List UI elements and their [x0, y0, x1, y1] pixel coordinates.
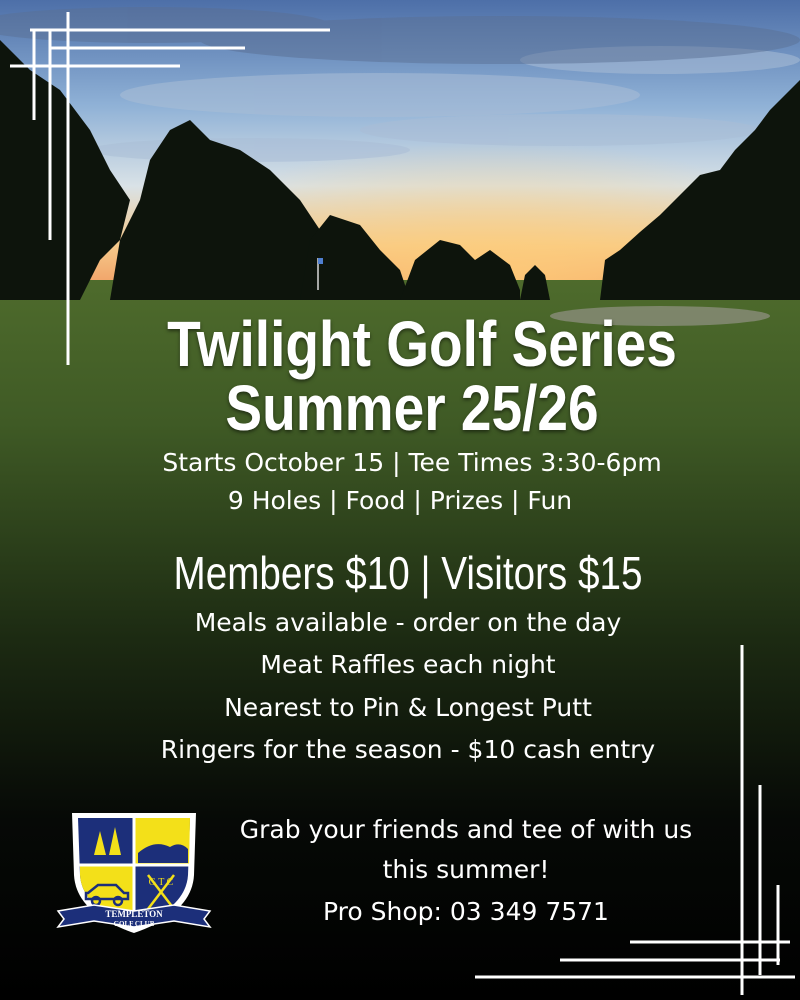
templeton-golf-club-crest-logo	[54, 805, 214, 940]
event-season: Summer 25/26	[225, 372, 599, 444]
info-line: Meat Raffles each night	[260, 650, 556, 679]
event-title: Twilight Golf Series	[167, 308, 677, 380]
svg-text:TEMPLETON: TEMPLETON	[105, 909, 163, 919]
svg-text:GOLF CLUB: GOLF CLUB	[113, 920, 155, 928]
promo-text: this summer!	[382, 855, 550, 884]
promo-text: Grab your friends and tee of with us	[239, 815, 693, 844]
pricing: Members $10 | Visitors $15	[173, 547, 643, 599]
event-highlights: 9 Holes | Food | Prizes | Fun	[227, 486, 573, 515]
info-line: Meals available - order on the day	[194, 608, 622, 637]
info-line: Ringers for the season - $10 cash entry	[160, 735, 656, 764]
pro-shop-contact: Pro Shop: 03 349 7571	[323, 897, 609, 926]
svg-text:G T C: G T C	[148, 877, 174, 888]
info-line: Nearest to Pin & Longest Putt	[224, 693, 592, 722]
event-schedule: Starts October 15 | Tee Times 3:30-6pm	[162, 448, 662, 477]
